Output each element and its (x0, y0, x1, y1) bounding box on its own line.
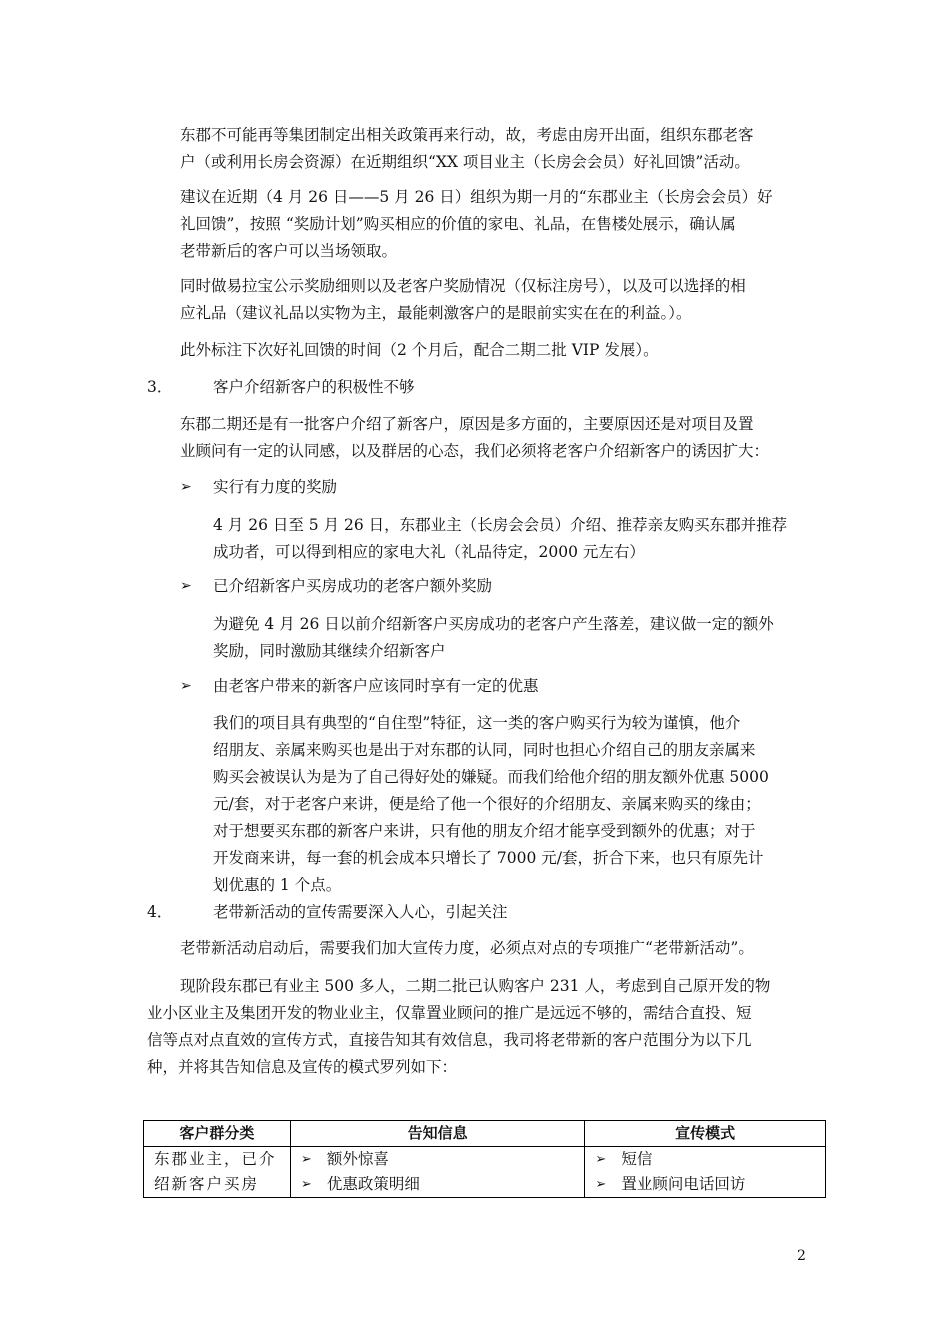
header-customer-group: 客户群分类 (144, 1121, 291, 1147)
text-line: 划优惠的 1 个点。 (213, 876, 342, 894)
list-item: ➢ 置业顾问电话回访 (585, 1172, 825, 1197)
header-notification-info: 告知信息 (290, 1121, 585, 1147)
text-line: 户（或利用长房会资源）在近期组织“XX 项目业主（长房会会员）好礼回馈”活动。 (180, 153, 750, 171)
paragraph-10 (147, 973, 813, 1081)
cell-notification-info (290, 1147, 585, 1198)
paragraph-1 (180, 122, 810, 176)
text-line: 为避免 4 月 26 日以前介绍新客户买房成功的老客户产生落差，建议做一定的额外 (213, 615, 774, 633)
paragraph-2 (180, 184, 810, 265)
text-line: 礼回馈”，按照 “奖励计划”购买相应的价值的家电、礼品，在售楼处展示，确认属 (180, 215, 736, 233)
text-line: 业顾问有一定的认同感，以及群居的心态，我们必须将老客户介绍新客户的诱因扩大： (180, 442, 770, 460)
text-line: 元/套，对于老客户来讲，便是给了他一个很好的介绍朋友、亲属来购买的缘由； (213, 795, 761, 813)
list-item: ➢ 短信 (585, 1147, 825, 1172)
list-item: ➢ 额外惊喜 (291, 1147, 585, 1172)
list-item: ➢ 优惠政策明细 (291, 1172, 585, 1197)
paragraph-5 (180, 411, 810, 465)
section-3-number: 3． (147, 378, 173, 396)
text-line: 奖励，同时激励其继续介绍新客户 (213, 642, 446, 660)
section-4-title: 老带新活动的宣传需要深入人心，引起关注 (213, 903, 508, 921)
text-line: 东郡二期还是有一批客户介绍了新客户，原因是多方面的，主要原因还是对项目及置 (180, 415, 754, 433)
section-3-title: 客户介绍新客户的积极性不够 (213, 378, 415, 396)
arrow-bullet-icon: ➢ (595, 1177, 607, 1192)
header-promotion-mode: 宣传模式 (585, 1121, 826, 1147)
arrow-bullet-icon: ➢ (180, 678, 192, 694)
arrow-bullet-icon: ➢ (300, 1177, 312, 1192)
paragraph-8 (213, 710, 811, 899)
text-line: 现阶段东郡已有业主 500 多人，二期二批已认购客户 231 人，考虑到自己原开发的物 (180, 977, 771, 995)
table-row (144, 1147, 826, 1198)
paragraph-4 (180, 337, 810, 364)
text-line: 我们的项目具有典型的“自住型”特征，这一类的客户购买行为较为谨慎，他介 (213, 714, 741, 732)
bullet-item-1: 实行有力度的奖励 (213, 478, 338, 496)
text-line: 业小区业主及集团开发的物业业主，仅靠置业顾问的推广是远远不够的，需结合直投、短 (147, 1004, 752, 1022)
text-line: 购买会被误认为是为了自己得好处的嫌疑。而我们给他介绍的朋友额外优惠 5000 (213, 768, 769, 786)
bullet-item-3: 由老客户带来的新客户应该同时享有一定的优惠 (213, 677, 539, 695)
text-line: 东郡不可能再等集团制定出相关政策再来行动，故，考虑由房开出面，组织东郡老客 (180, 126, 754, 144)
section-4-number: 4． (147, 903, 173, 921)
text-line: 4 月 26 日至 5 月 26 日，东郡业主（长房会会员）介绍、推荐亲友购买东郡并推荐 (213, 516, 788, 534)
text-line: 种，并将其告知信息及宣传的模式罗列如下： (147, 1058, 458, 1076)
text-line: 老带新后的客户可以当场领取。 (180, 242, 398, 260)
text-line: 建议在近期（4 月 26 日——5 月 26 日）组织为期一月的“东郡业主（长房会会员）好 (180, 188, 773, 206)
arrow-bullet-icon: ➢ (180, 578, 192, 594)
paragraph-9 (180, 935, 810, 962)
text-line: 此外标注下次好礼回馈的时间（2 个月后，配合二期二批 VIP 发展）。 (180, 341, 659, 359)
table-header-row (144, 1121, 826, 1147)
cell-promotion-mode (585, 1147, 826, 1198)
text-line: 信等点对点直效的宣传方式，直接告知其有效信息，我司将老带新的客户范围分为以下几 (147, 1031, 752, 1049)
arrow-bullet-icon: ➢ (595, 1152, 607, 1167)
paragraph-6 (213, 512, 811, 566)
text-line: 对于想要买东郡的新客户来讲，只有他的朋友介绍才能享受到额外的优惠；对于 (213, 822, 756, 840)
cell-customer-group: 东郡业主，已介 绍新客户买房 (144, 1147, 291, 1198)
page-number: 2 (797, 1248, 806, 1264)
text-line: 开发商来讲，每一套的机会成本只增长了 7000 元/套，折合下来，也只有原先计 (213, 849, 764, 867)
paragraph-3 (180, 273, 810, 327)
text-line: 成功者，可以得到相应的家电大礼（礼品待定，2000 元左右） (213, 543, 645, 561)
text-line: 应礼品（建议礼品以实物为主，最能刺激客户的是眼前实实在在的利益。）。 (180, 304, 692, 322)
text-line: 老带新活动启动后，需要我们加大宣传力度，必须点对点的专项推广“老带新活动”。 (180, 939, 754, 957)
arrow-bullet-icon: ➢ (300, 1152, 312, 1167)
text-line: 绍朋友、亲属来购买也是出于对东郡的认同，同时也担心介绍自己的朋友亲属来 (213, 741, 756, 759)
paragraph-7 (213, 611, 811, 665)
arrow-bullet-icon: ➢ (180, 479, 192, 495)
bullet-item-2: 已介绍新客户买房成功的老客户额外奖励 (213, 577, 493, 595)
customer-group-table (143, 1120, 826, 1198)
text-line: 同时做易拉宝公示奖励细则以及老客户奖励情况（仅标注房号），以及可以选择的相 (180, 277, 746, 295)
